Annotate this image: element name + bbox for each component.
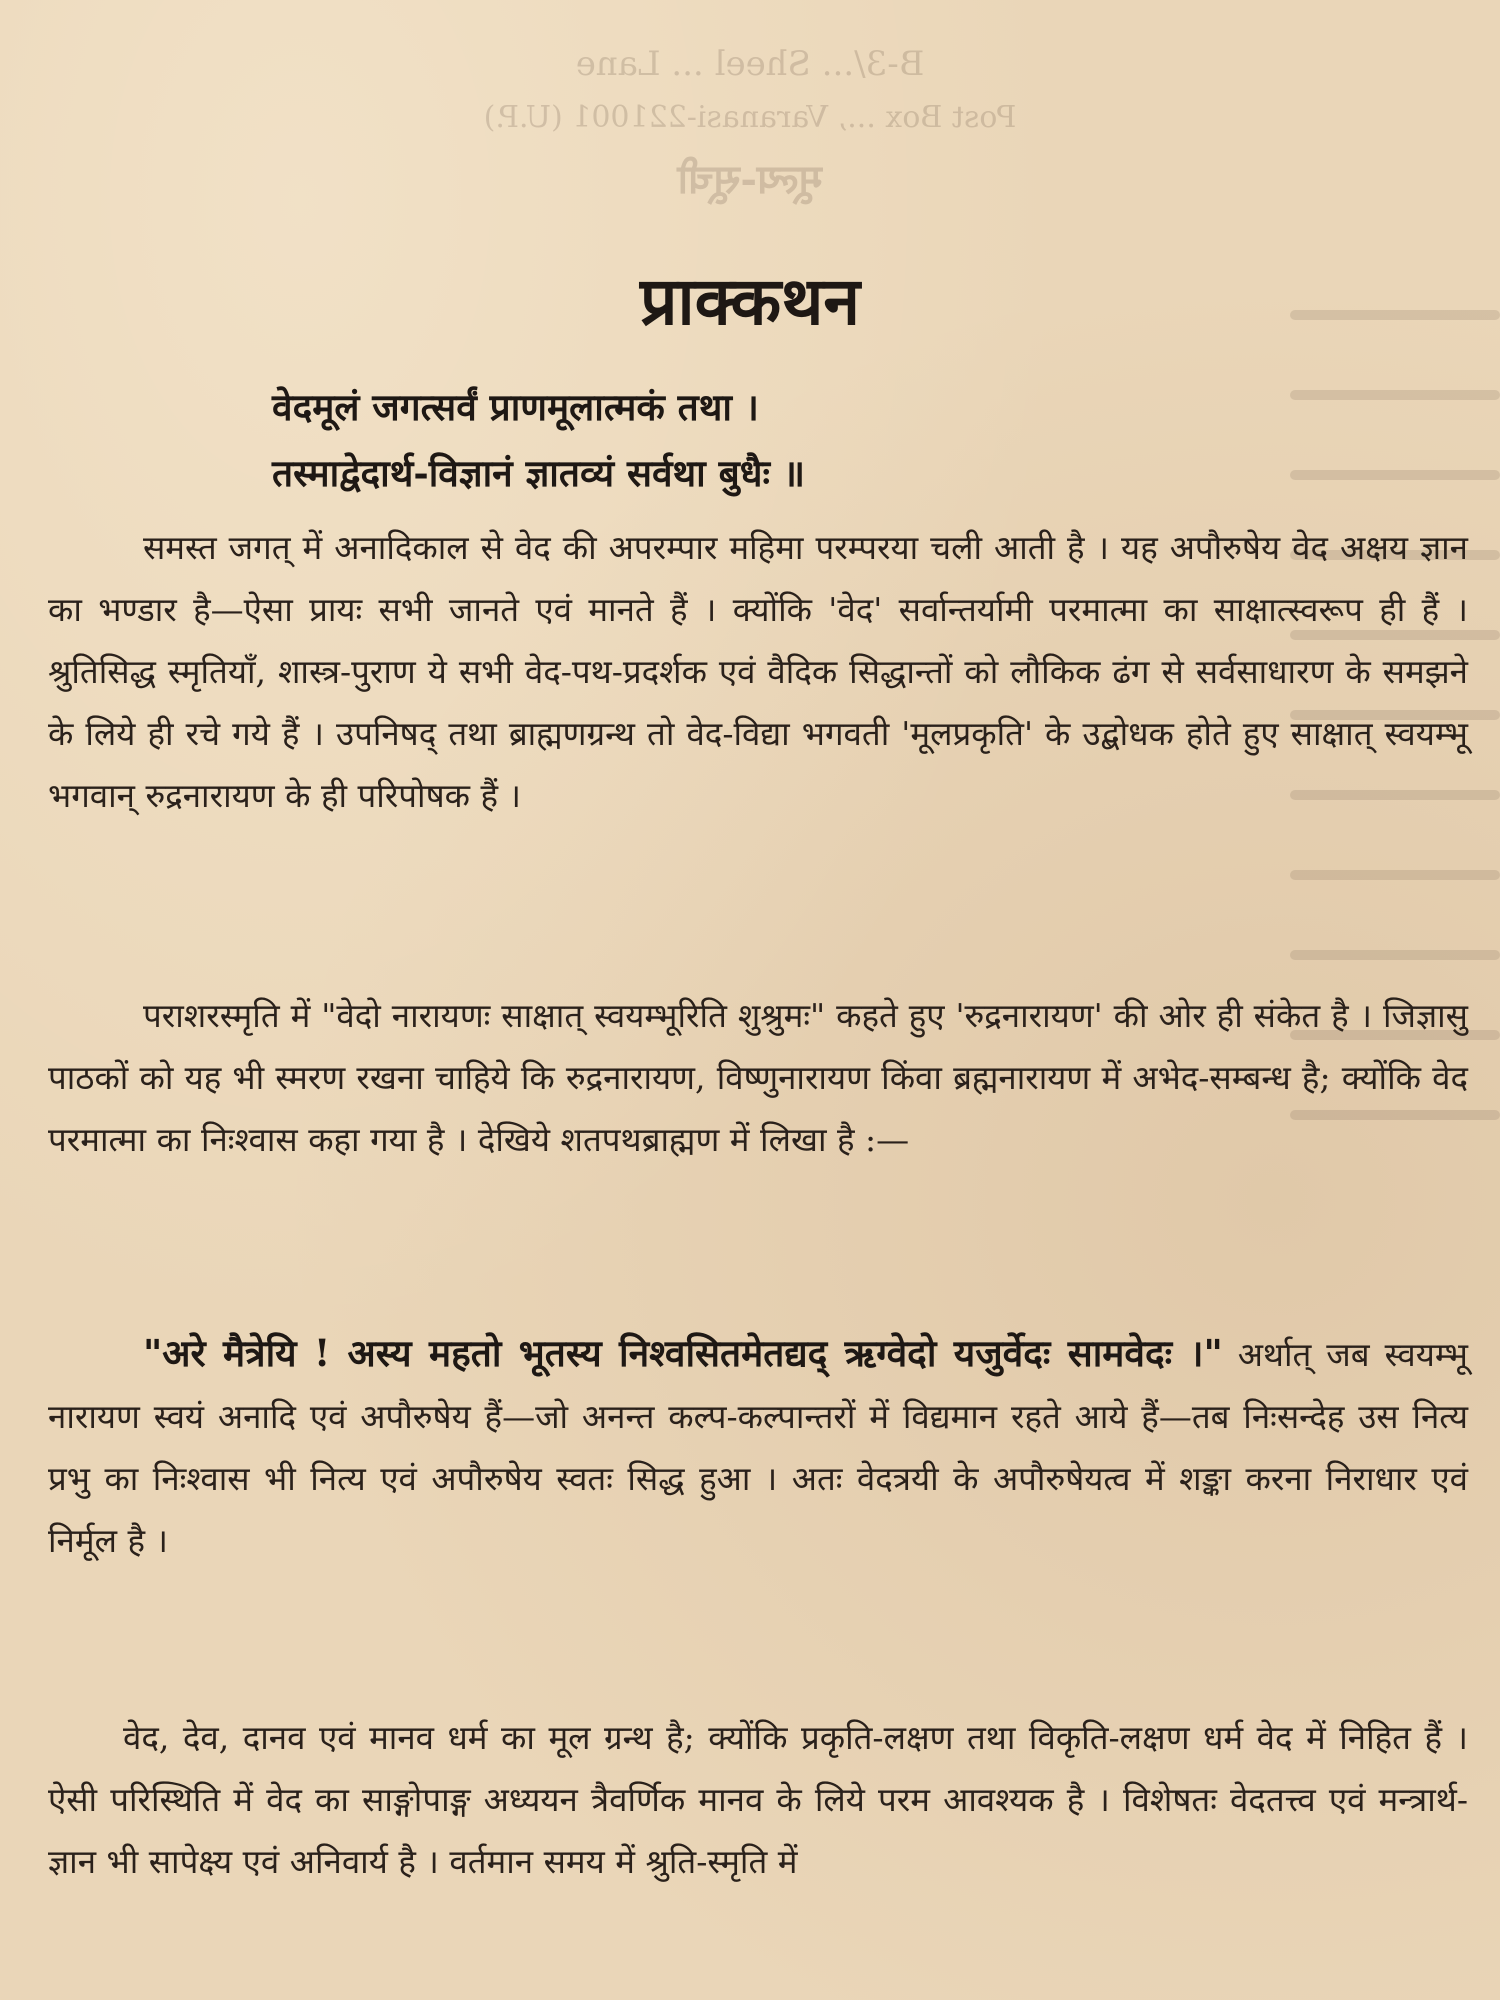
paragraph-1: समस्त जगत् में अनादिकाल से वेद की अपरम्पार महिमा परम्परया चली आती है । यह अपौरुषेय वेद अक्षय ज्ञान का भण्डार है—ऐसा प्रायः सभी जानते एवं मानते हैं । क्योंकि 'वेद' सर्वान्तर्यामी परमात्मा का साक्षात्स्वरूप ही हैं । श्रुतिसिद्ध स्मृतियाँ, शास्त्र-पुराण ये सभी वेद-पथ-प्रदर्शक एवं वैदिक सिद्धान्तों को लौकिक ढंग से सर्वसाधारण के समझने के लिये ही रचे गये हैं । उपनिषद् तथा ब्राह्मणग्रन्थ तो वेद-विद्या भगवती 'मूलप्रकृति' के उद्बोधक होते हुए साक्षात् स्वयम्भू भगवान् रुद्रनारायण के ही परिपोषक हैं । bbox=[48, 528, 1468, 815]
show-through-line: B-3/... Sheel ... Lane bbox=[575, 44, 925, 84]
paragraph-2: पराशरस्मृति में "वेदो नारायणः साक्षात् स्वयम्भूरिति शुश्रुमः" कहते हुए 'रुद्रनारायण' की ओर ही संकेत है । जिज्ञासु पाठकों को यह भी स्मरण रखना चाहिये कि रुद्रनारायण, विष्णुनारायण किंवा ब्रह्मनारायण में अभेद-सम्बन्ध है; क्योंकि वेद परमात्मा का निःश्वास कहा गया है । देखिये शतपथब्राह्मण में लिखा है :— bbox=[48, 996, 1468, 1159]
paragraph-3 bbox=[48, 1322, 1468, 1572]
show-through-text bbox=[0, 0, 1500, 230]
paragraph-4: वेद, देव, दानव एवं मानव धर्म का मूल ग्रन्थ है; क्योंकि प्रकृति-लक्षण तथा विकृति-लक्षण धर्म वेद में निहित हैं । ऐसी परिस्थिति में वेद का साङ्गोपाङ्ग अध्ययन त्रैवर्णिक मानव के लिये परम आवश्यक है । विशेषतः वेदतत्त्व एवं मन्त्रार्थ-ज्ञान भी सापेक्ष्य एवं अनिवार्य है । वर्तमान समय में श्रुति-स्मृति में bbox=[48, 1718, 1468, 1881]
show-through-line: Post Box ..., Varanasi-221001 (U.P.) bbox=[483, 100, 1017, 135]
paragraph-3-text: अर्थात् जब स्वयम्भू नारायण स्वयं अनादि एवं अपौरुषेय हैं—जो अनन्त कल्प-कल्पान्तरों में विद्यमान रहते आये हैं—तब निःसन्देह उस नित्य प्रभु का निःश्वास भी नित्य एवं अपौरुषेय स्वतः सिद्ध हुआ । अतः वेदत्रयी के अपौरुषेयत्व में शङ्का करना निराधार एवं निर्मूल है । bbox=[48, 1335, 1468, 1560]
verse-line-2: तस्माद्वेदार्थ-विज्ञानं ज्ञातव्यं सर्वथा बुधैः ॥ bbox=[272, 451, 806, 495]
shatapatha-quote: "अरे मैत्रेयि ! अस्य महतो भूतस्य निश्वसितमेतद्यद् ऋग्वेदो यजुर्वेदः सामवेदः ।" bbox=[143, 1331, 1223, 1375]
verse-line-1: वेदमूलं जगत्सर्वं प्राणमूलात्मकं तथा । bbox=[272, 385, 759, 429]
show-through-line: मूल्य-सूची bbox=[677, 156, 823, 203]
page-title: प्राक्कथन bbox=[639, 263, 861, 340]
